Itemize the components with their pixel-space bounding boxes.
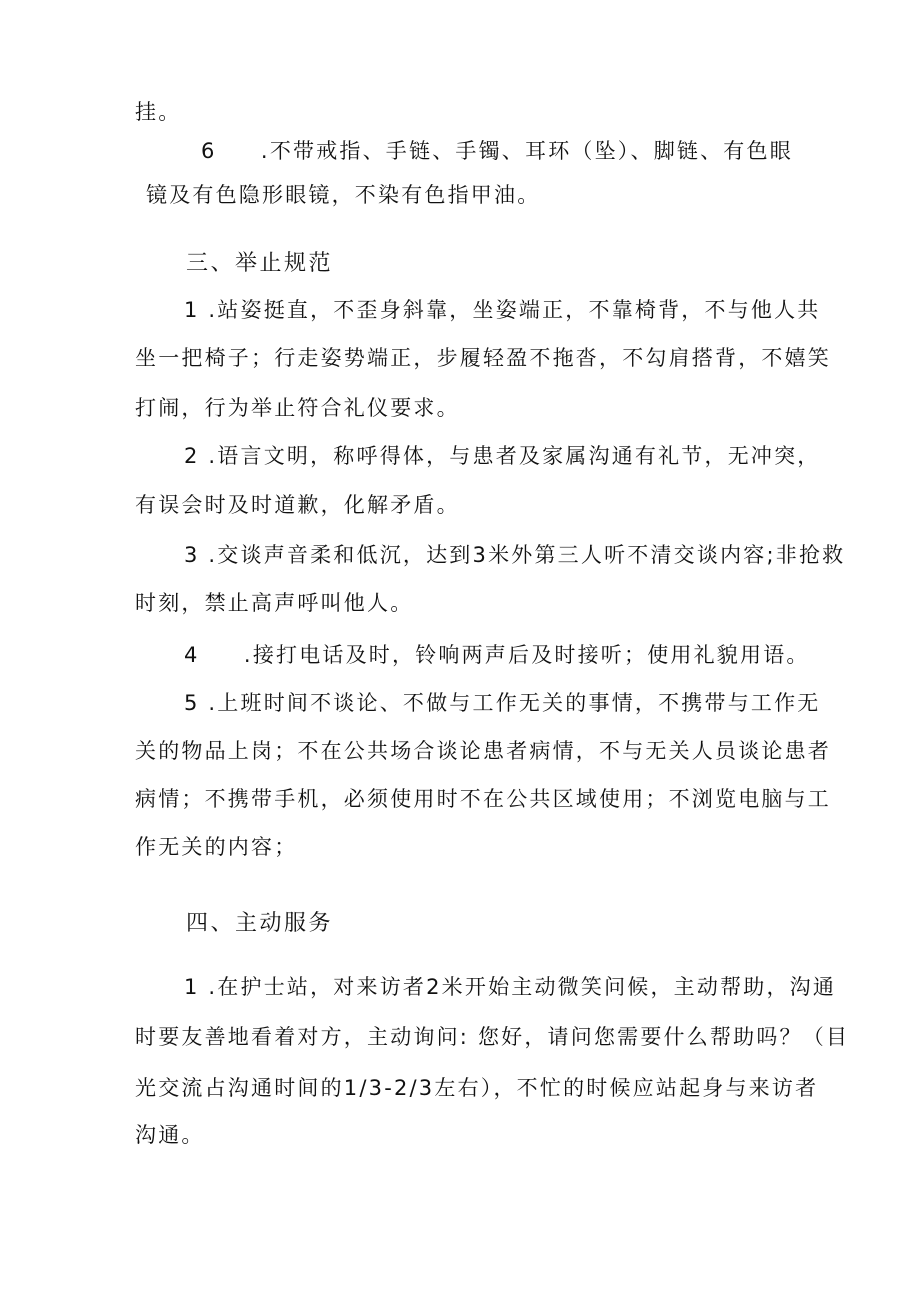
list-item-1b-line-3: 光交流占沟通时间的1/3-2/3左右），不忙的时候应站起身与来访者: [135, 1076, 819, 1100]
list-item-1-line-2: 坐一把椅子；行走姿势端正，步履轻盈不拖沓，不勾肩搭背，不嬉笑: [135, 346, 831, 370]
list-item-1-line-3: 打闹，行为举止符合礼仪要求。: [135, 396, 460, 420]
list-item-1b-line-4: 沟通。: [135, 1123, 205, 1147]
section-heading-4: 四、主动服务: [186, 911, 334, 936]
list-item-3-line-2: 时刻，禁止高声呼叫他人。: [135, 591, 414, 615]
list-item-2-line-1: 2 .语言文明，称呼得体，与患者及家属沟通有礼节，无冲突，: [184, 444, 821, 468]
list-item-5-line-3: 病情；不携带手机，必须使用时不在公共区域使用；不浏览电脑与工: [135, 787, 831, 811]
list-item-1b-line-2: 时要友善地看着对方，主动询问: 您好，请问您需要什么帮助吗？（目: [135, 1025, 850, 1049]
list-item-3-line-1: 3 .交谈声音柔和低沉，达到3米外第三人听不清交谈内容;非抢救: [184, 543, 846, 567]
list-item-1-line-1: 1 .站姿挺直，不歪身斜靠，坐姿端正，不靠椅背，不与他人共: [184, 298, 821, 322]
list-item-5-line-4: 作无关的内容；: [135, 835, 298, 859]
list-item-5-line-1: 5 .上班时间不谈论、不做与工作无关的事情，不携带与工作无: [184, 691, 821, 715]
list-item-6-line-2: 镜及有色隐形眼镜，不染有色指甲油。: [146, 183, 541, 207]
list-item-4-line-1: 4 .接打电话及时，铃响两声后及时接听；使用礼貌用语。: [184, 643, 810, 667]
list-item-5-line-2: 关的物品上岗；不在公共场合谈论患者病情，不与无关人员谈论患者: [135, 739, 831, 763]
paragraph-line: 挂。: [135, 100, 182, 124]
list-item-2-line-2: 有误会时及时道歉，化解矛盾。: [135, 493, 460, 517]
section-heading-3: 三、举止规范: [186, 251, 334, 276]
list-item-6-line-1: 6 .不带戒指、手链、手镯、耳环（坠）、脚链、有色眼: [201, 139, 793, 163]
list-item-1b-line-1: 1 .在护士站，对来访者2米开始主动微笑问候，主动帮助，沟通: [184, 975, 837, 999]
